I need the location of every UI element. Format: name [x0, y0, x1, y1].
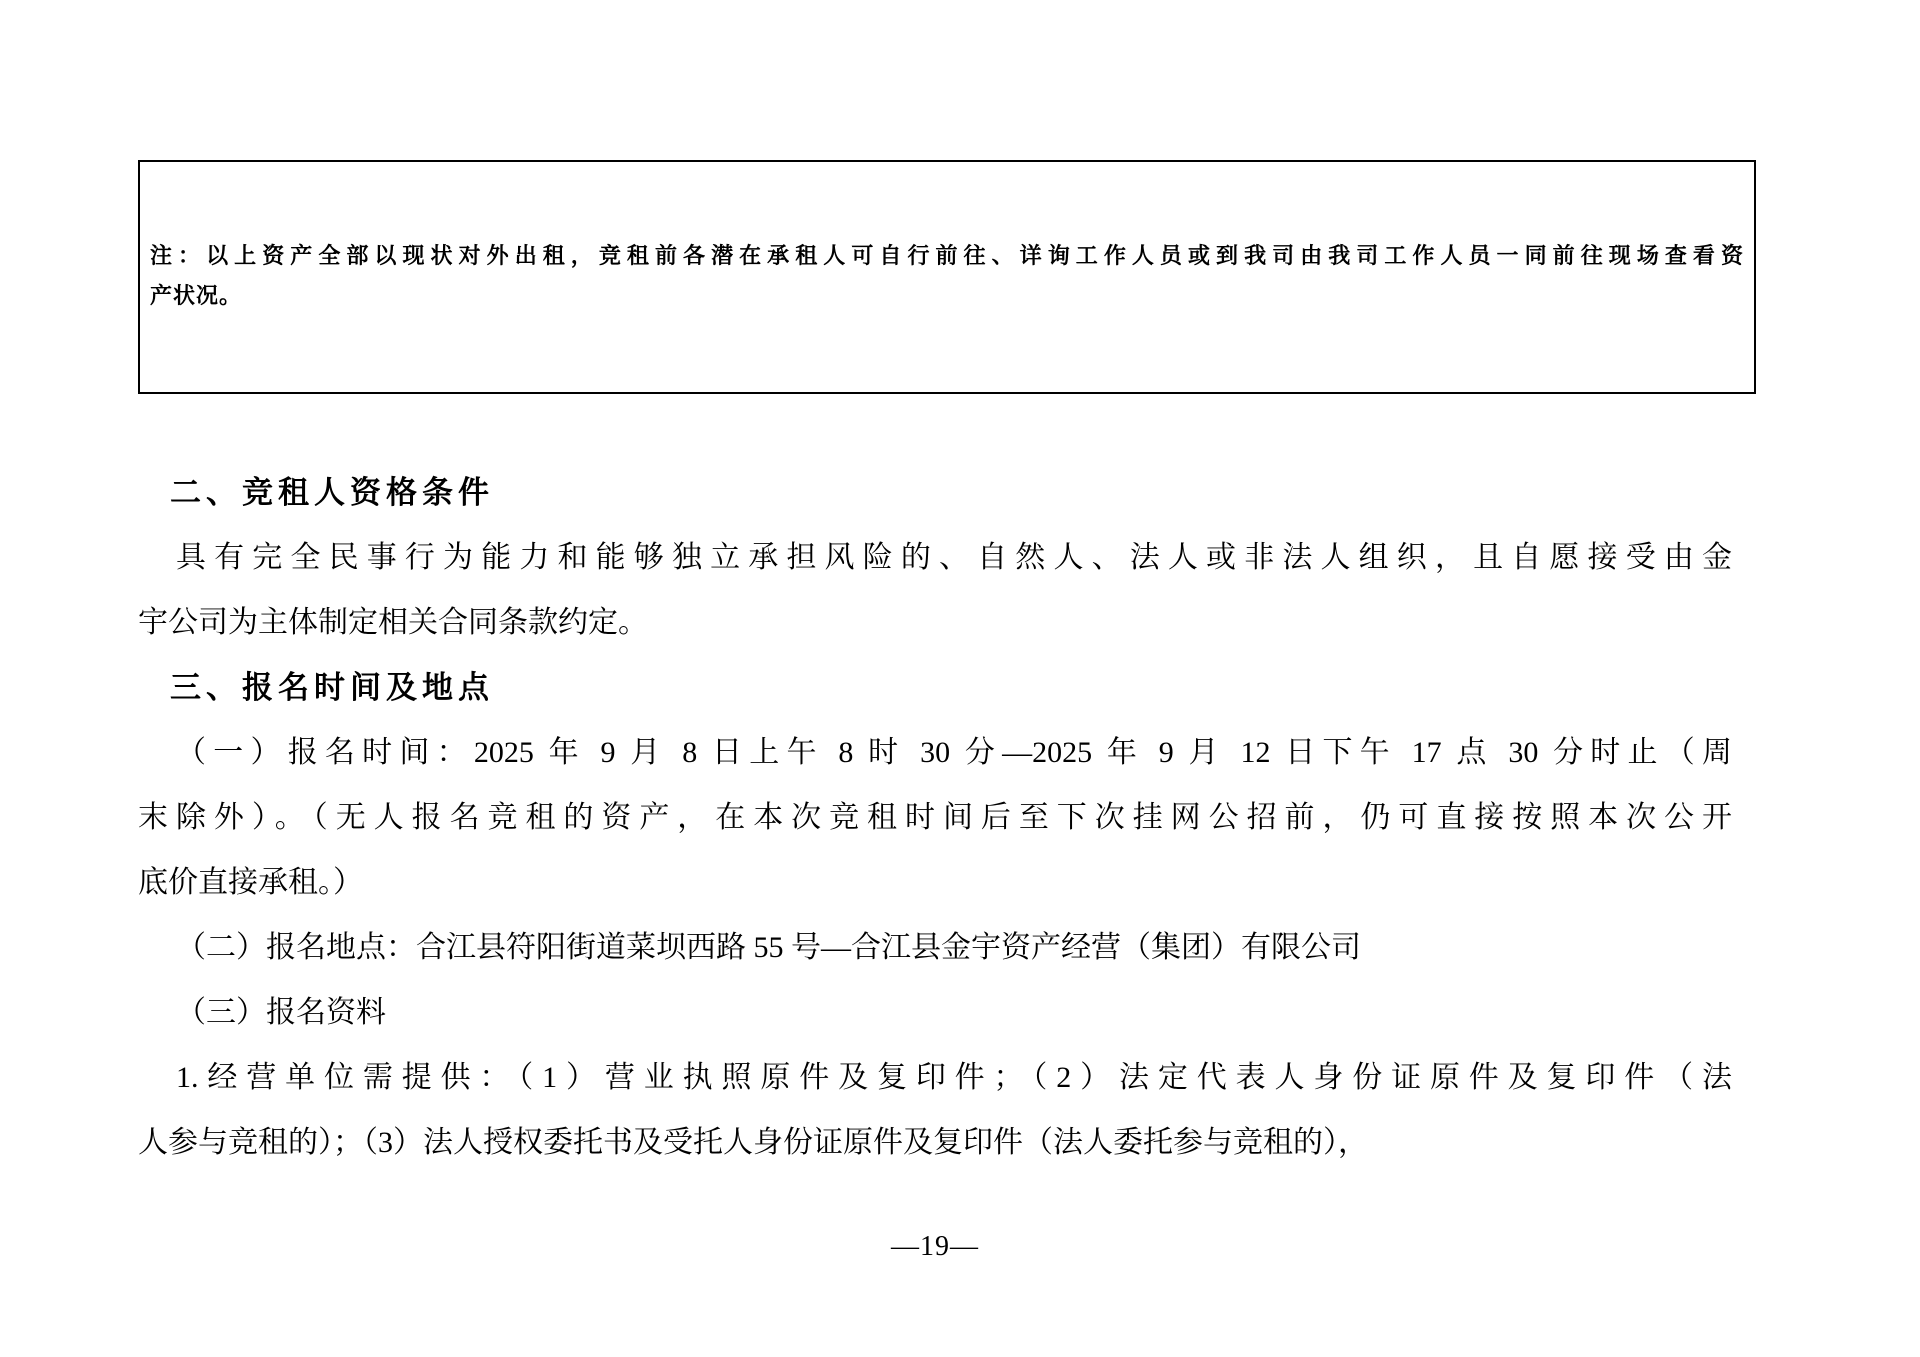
registration-time-line-1: （一）报名时间：2025 年 9 月 8 日上午 8 时 30 分—2025 年 9 月 12 日下午 17 点 30 分时止（周 [176, 736, 1732, 769]
page-number: —19— [891, 1231, 979, 1262]
document-body [138, 160, 1744, 1263]
registration-place-line: （二）报名地点：合江县符阳街道菜坝西路 55 号—合江县金宇资产经营（集团）有限公司 [176, 931, 1361, 964]
qualifications-paragraph-line-2: 宇公司为主体制定相关合同条款约定。 [138, 606, 648, 639]
materials-detail-line-1: 1.经营单位需提供：（1）营业执照原件及复印件；（2）法定代表人身份证原件及复印件（法 [176, 1061, 1732, 1094]
note-text-line-2: 产状况。 [150, 283, 243, 308]
materials-detail-line-2: 人参与竞租的）；（3）法人授权委托书及受托人身份证原件及复印件（法人委托参与竞租的）， [138, 1126, 1368, 1159]
registration-time-line-3: 底价直接承租。） [138, 866, 363, 899]
registration-time-line-2: 末除外）。（无人报名竞租的资产，在本次竞租时间后至下次挂网公招前，仍可直接按照本次公开 [138, 801, 1732, 834]
qualifications-paragraph-line-1: 具有完全民事行为能力和能够独立承担风险的、自然人、法人或非法人组织，且自愿接受由金 [176, 541, 1732, 574]
section-heading-qualifications: 二、竞租人资格条件 [170, 475, 494, 510]
note-text-line-1: 注：以上资产全部以现状对外出租，竞租前各潜在承租人可自行前往、详询工作人员或到我司由我司工作人员一同前往现场查看资 [150, 243, 1744, 268]
note-box [138, 160, 1756, 394]
section-heading-registration: 三、报名时间及地点 [170, 670, 494, 705]
registration-materials-line: （三）报名资料 [176, 996, 386, 1029]
